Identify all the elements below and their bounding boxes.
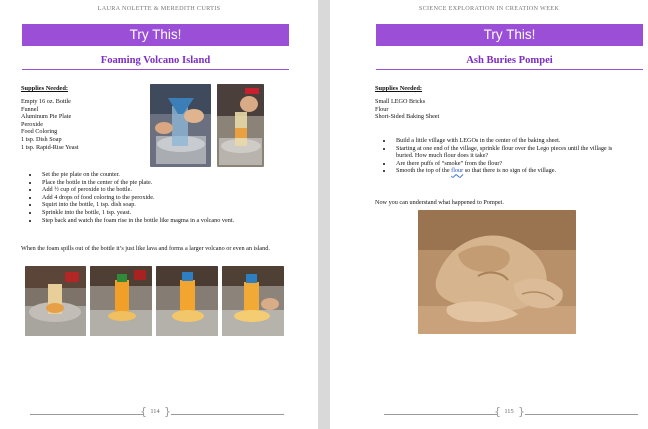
footer-brace-close: } [518,405,525,418]
foam-photo-3 [156,266,218,336]
supplies-list [21,98,146,151]
supplies-heading: Supplies Needed: [375,85,423,92]
foam-photo-2 [90,266,152,336]
supply-item: Small LEGO Bricks [375,98,426,105]
step-item: • Are there puffs of “smoke” from the flour? [393,160,618,168]
step-item: • Squirt into the bottle, 1 tsp. dish soap. [39,201,298,209]
supply-item: Aluminum Pie Plate [21,113,72,121]
footer-rule-right [525,414,638,415]
step-item: • Set the pie plate on the counter. [39,171,298,179]
page-title: Foaming Volcano Island [22,55,289,70]
step-item: • Starting at one end of the village, sprinkle flour over the Lego pieces until the village is buried. How much flour does it take? [393,145,618,160]
footer-brace-open: { [494,405,501,418]
supply-item: Peroxide [21,120,43,128]
supply-item: Funnel [21,105,39,113]
foam-photo-4 [222,266,284,336]
bottle-funnel-photo [150,84,211,167]
page-title: Ash Buries Pompei [376,55,643,70]
foam-photo-1 [25,266,86,336]
footer-brace-close: } [164,405,171,418]
page-number: 115 [504,408,514,415]
explanation-paragraph: When the foam spills out of the bottle it’s just like lava and forms a larger volcano or even an island. [21,245,270,252]
step-item: • Add ½ cup of peroxide to the bottle. [39,186,298,194]
supplies-heading: Supplies Needed: [21,85,69,92]
footer-rule-left [384,414,497,415]
step-text-before: Smooth the top of the [396,167,452,175]
step-text-after: so that there is no sign of the village. [463,167,556,175]
step-item: • Build a little village with LEGOs in the center of the baking sheet. [393,137,618,145]
step-item: • Add 4 drops of food coloring to the peroxide. [39,194,298,202]
try-this-banner: Try This! [376,24,643,46]
spellcheck-flagged-word[interactable]: flour [451,167,464,175]
supplies-list [375,98,575,121]
right-page [330,0,648,429]
running-head: SCIENCE EXPLORATION IN CREATION WEEK [418,5,560,12]
supply-item: 1 tsp. Dish Soap [21,135,62,143]
supply-item: Empty 16 oz. Bottle [21,98,71,105]
page-number: 114 [150,408,160,415]
supply-item: Short-Sided Baking Sheet [375,113,440,121]
running-head: LAURA NOLETTE & MEREDITH CURTIS [97,5,221,12]
footer-rule-left [30,414,143,415]
explanation-paragraph: Now you can understand what happened to Pompei. [375,199,504,206]
left-page [0,0,318,429]
step-item: • Sprinkle into the bottle, 1 tsp. yeast. [39,209,298,217]
step-item: • Step back and watch the foam rise in the bottle like magma in a volcano vent. [39,217,298,225]
footer-brace-open: { [140,405,147,418]
supply-item: Food Coloring [21,128,58,136]
supply-item: 1 tsp. Rapid-Rise Yeast [21,143,79,151]
supply-item: Flour [375,105,389,113]
step-item: • Place the bottle in the center of the pie plate. [39,179,298,187]
bottle-peroxide-photo [217,84,264,167]
footer-rule-right [171,414,284,415]
pompeii-cast-photo [418,210,576,334]
try-this-banner: Try This! [22,24,289,46]
steps-list [28,171,298,224]
steps-list [382,137,618,175]
step-item [393,167,618,175]
